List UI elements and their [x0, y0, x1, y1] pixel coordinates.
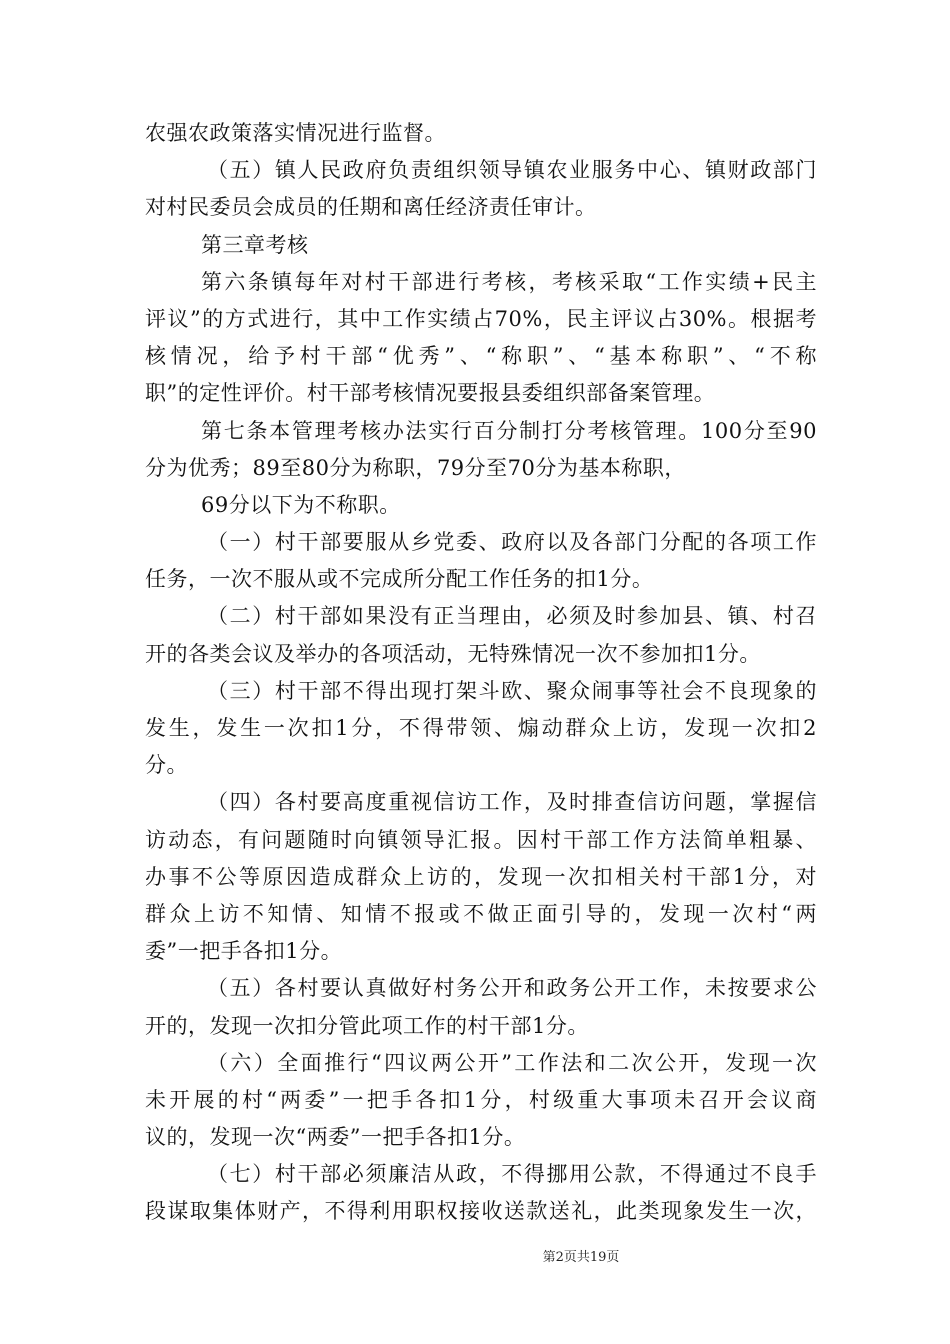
text-line: （二）村干部如果没有正当理由，必须及时参加县、镇、村召	[207, 604, 817, 629]
text-line: 开的，发现一次扣分管此项工作的村干部1分。	[145, 1013, 589, 1038]
text-line: 第六条镇每年对村干部进行考核，考核采取“工作实绩+民主	[201, 269, 817, 294]
text-line: （七）村干部必须廉洁从政，不得挪用公款，不得通过不良手	[207, 1162, 817, 1187]
text-line: 分为优秀；89至80分为称职，79分至70分为基本称职，	[145, 455, 686, 480]
text-line: （五）各村要认真做好村务公开和政务公开工作，未按要求公	[207, 976, 817, 1001]
text-line: 分。	[145, 753, 188, 778]
text-line: 69分以下为不称职。	[201, 492, 401, 517]
text-line: 发生，发生一次扣1分，不得带领、煽动群众上访，发现一次扣2	[145, 716, 817, 740]
text-line: （六）全面推行“四议两公开”工作法和二次公开，发现一次	[207, 1050, 817, 1075]
document-body	[145, 115, 817, 1231]
text-line: 任务，一次不服从或不完成所分配工作任务的扣1分。	[145, 567, 654, 592]
chapter-heading: 第三章考核	[201, 232, 309, 257]
text-line: 未开展的村“两委”一把手各扣1分，村级重大事项未召开会议商	[145, 1087, 817, 1112]
text-line: （三）村干部不得出现打架斗欧、聚众闹事等社会不良现象的	[207, 678, 817, 703]
text-line: 群众上访不知情、知情不报或不做正面引导的，发现一次村“两	[145, 901, 817, 926]
text-line: 段谋取集体财产，不得利用职权接收送款送礼，此类现象发生一次，	[145, 1199, 817, 1224]
text-line: （一）村干部要服从乡党委、政府以及各部门分配的各项工作	[207, 530, 817, 555]
text-line: 评议”的方式进行，其中工作实绩占70%，民主评议占30%。根据考	[145, 306, 817, 331]
text-line: （五）镇人民政府负责组织领导镇农业服务中心、镇财政部门	[207, 158, 817, 183]
text-line: 委”一把手各扣1分。	[145, 939, 343, 964]
text-line: 议的，发现一次“两委”一把手各扣1分。	[145, 1125, 526, 1150]
page-number-footer: 第2页共19页	[542, 1250, 620, 1265]
text-line: （四）各村要高度重视信访工作，及时排查信访问题，掌握信	[207, 790, 817, 815]
text-line: 农强农政策落实情况进行监督。	[145, 121, 446, 145]
text-line: 对村民委员会成员的任期和离任经济责任审计。	[145, 195, 597, 220]
text-line: 办事不公等原因造成群众上访的，发现一次扣相关村干部1分，对	[145, 864, 817, 889]
text-line: 核情况，给予村干部“优秀”、“称职”、“基本称职”、“不称	[145, 344, 817, 369]
text-line: 第七条本管理考核办法实行百分制打分考核管理。100分至90	[201, 418, 817, 443]
text-line: 访动态，有问题随时向镇领导汇报。因村干部工作方法简单粗暴、	[145, 827, 817, 852]
text-line: 职”的定性评价。村干部考核情况要报县委组织部备案管理。	[145, 381, 716, 406]
text-line: 开的各类会议及举办的各项活动，无特殊情况一次不参加扣1分。	[145, 641, 761, 666]
